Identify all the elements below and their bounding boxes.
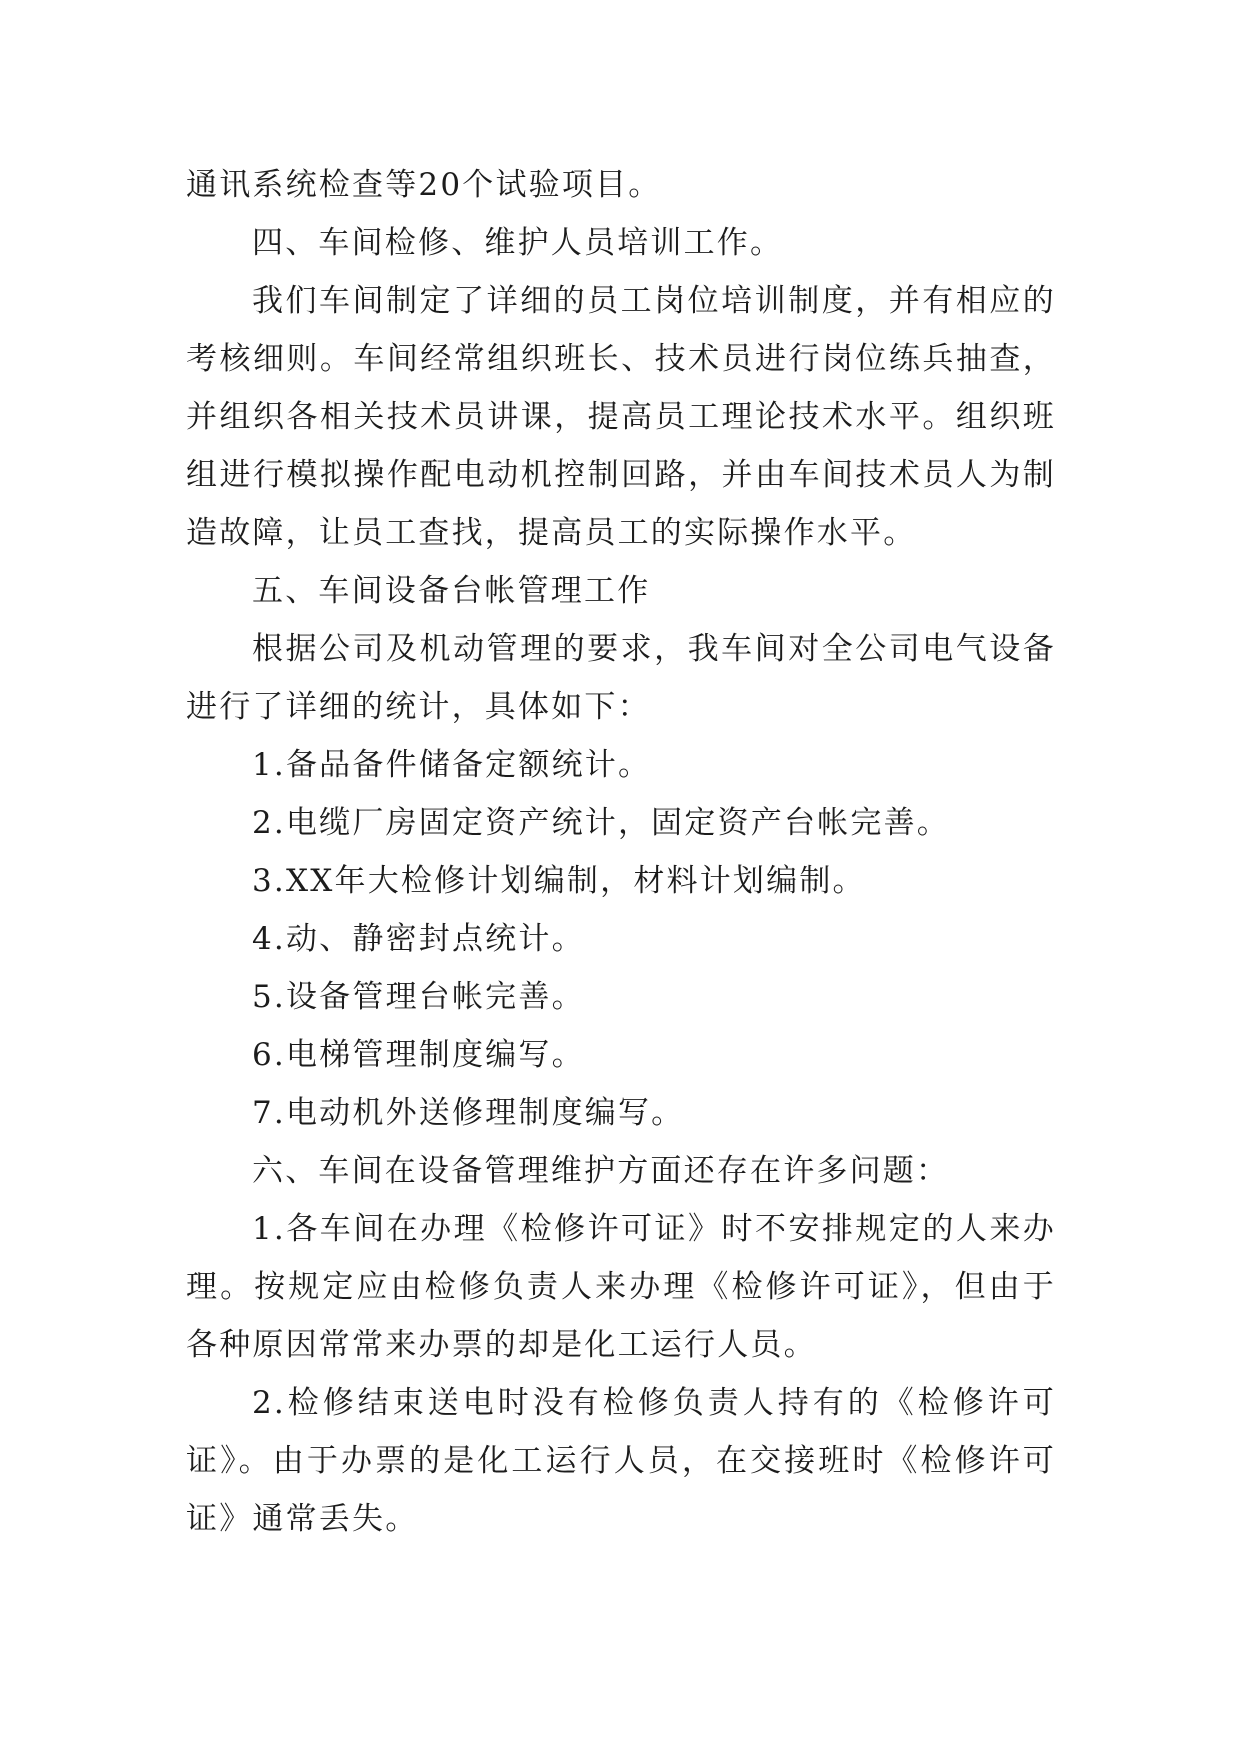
list-item: 4.动、静密封点统计。 [252,921,585,957]
document-body [186,156,1056,1548]
list-item: 2.电缆厂房固定资产统计，固定资产台帐完善。 [252,805,950,841]
list-item: 5.设备管理台帐完善。 [252,979,585,1015]
problem-item-1: 1.各车间在办理《检修许可证》时不安排规定的人来办理。按规定应由检修负责人来办理《检修许可证》，但由于各种原因常常来办票的却是化工运行人员。 [186,1211,1056,1363]
section-heading-5: 五、车间设备台帐管理工作 [252,573,651,609]
section-heading-6: 六、车间在设备管理维护方面还存在许多问题： [252,1153,950,1189]
list-item: 7.电动机外送修理制度编写。 [252,1095,685,1131]
section-heading-4: 四、车间检修、维护人员培训工作。 [252,225,784,261]
problem-item-2: 2.检修结束送电时没有检修负责人持有的《检修许可证》。由于办票的是化工运行人员，在交接班时《检修许可证》通常丢失。 [186,1385,1056,1537]
list-item: 1.备品备件储备定额统计。 [252,747,652,783]
paragraph-1: 通讯系统检查等20个试验项目。 [186,167,662,203]
paragraph-ledger-intro: 根据公司及机动管理的要求，我车间对全公司电气设备进行了详细的统计，具体如下： [186,631,1056,725]
list-item: 3.XX年大检修计划编制，材料计划编制。 [252,863,866,899]
list-item: 6.电梯管理制度编写。 [252,1037,585,1073]
paragraph-training: 我们车间制定了详细的员工岗位培训制度，并有相应的考核细则。车间经常组织班长、技术员进行岗位练兵抽查，并组织各相关技术员讲课，提高员工理论技术水平。组织班组进行模拟操作配电动机控制回路，并由车间技术员人为制造故障，让员工查找，提高员工的实际操作水平。 [186,283,1056,551]
